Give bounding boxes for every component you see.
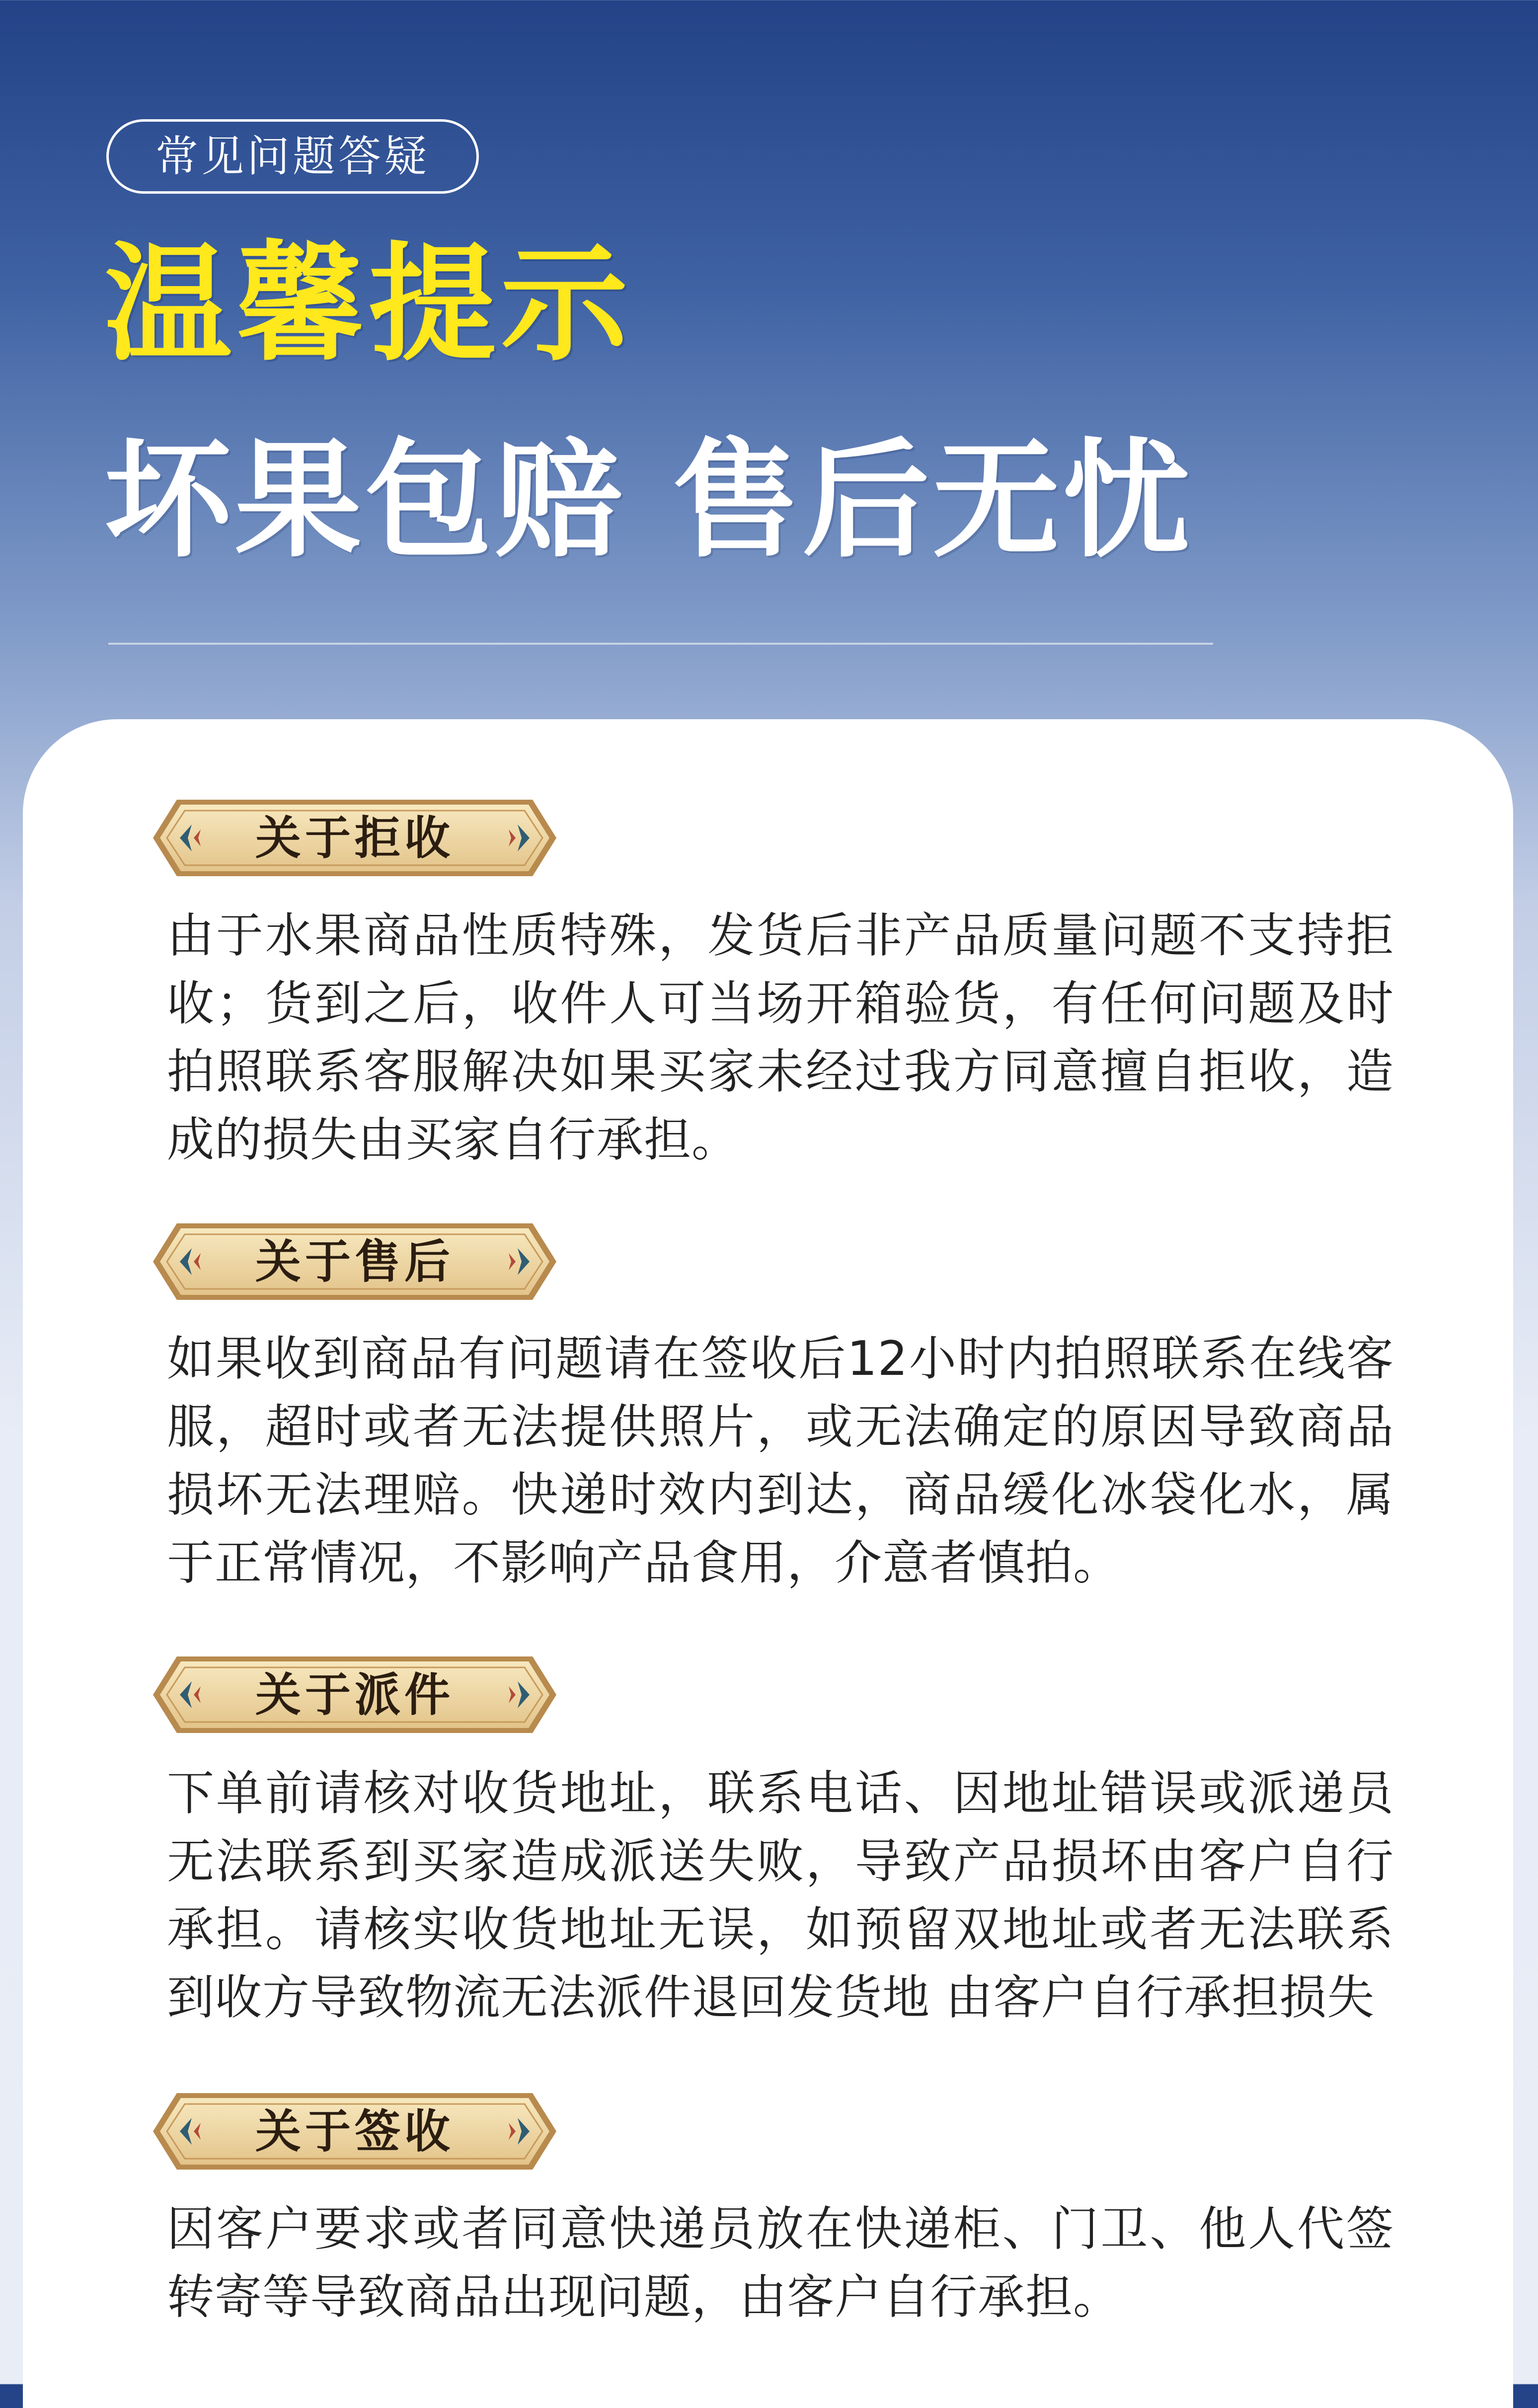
section-title-text: 关于拒收 [255,811,454,865]
section-title-text: 关于派件 [255,1668,454,1722]
section-body-after-sales: 如果收到商品有问题请在签收后12小时内拍照联系在线客服，超时或者无法提供照片，或无法确定的原因导致商品损坏无法理赔。快递时效内到达，商品缓化冰袋化水，属于正常情况，不影响产品食用，介意者慎拍。 [167,1332,1394,1590]
section-body-delivery: 下单前请核对收货地址，联系电话、因地址错误或派递员无法联系到买家造成派送失败，导致产品损坏由客户自行承担。请核实收货地址无误，如预留双地址或者无法联系到收方导致物流无法派件退回发货地 由客户自行承担损失 [167,1766,1394,2025]
faq-tag: 常见问题答疑 [106,119,479,194]
section-banner-refusal [149,796,560,880]
section-banner-delivery [149,1653,560,1737]
section-body-signing: 因客户要求或者同意快递员放在快递柜、门卫、他人代签转寄等导致商品出现问题，由客户自行承担。 [167,2202,1394,2325]
section-title-text: 关于售后 [255,1235,454,1288]
header-divider [108,643,1213,645]
section-title-text: 关于签收 [255,2105,454,2158]
section-body-refusal: 由于水果商品性质特殊，发货后非产品质量问题不支持拒收；货到之后，收件人可当场开箱验货，有任何问题及时拍照联系客服解决如果买家未经过我方同意擅自拒收，造成的损失由买家自行承担。 [167,908,1394,1167]
section-banner-after-sales [149,1219,560,1304]
section-banner-signing [149,2089,560,2174]
title-guarantee: 坏果包赔 售后无忧 [104,427,1193,575]
title-warm-tips: 温馨提示 [104,230,633,378]
